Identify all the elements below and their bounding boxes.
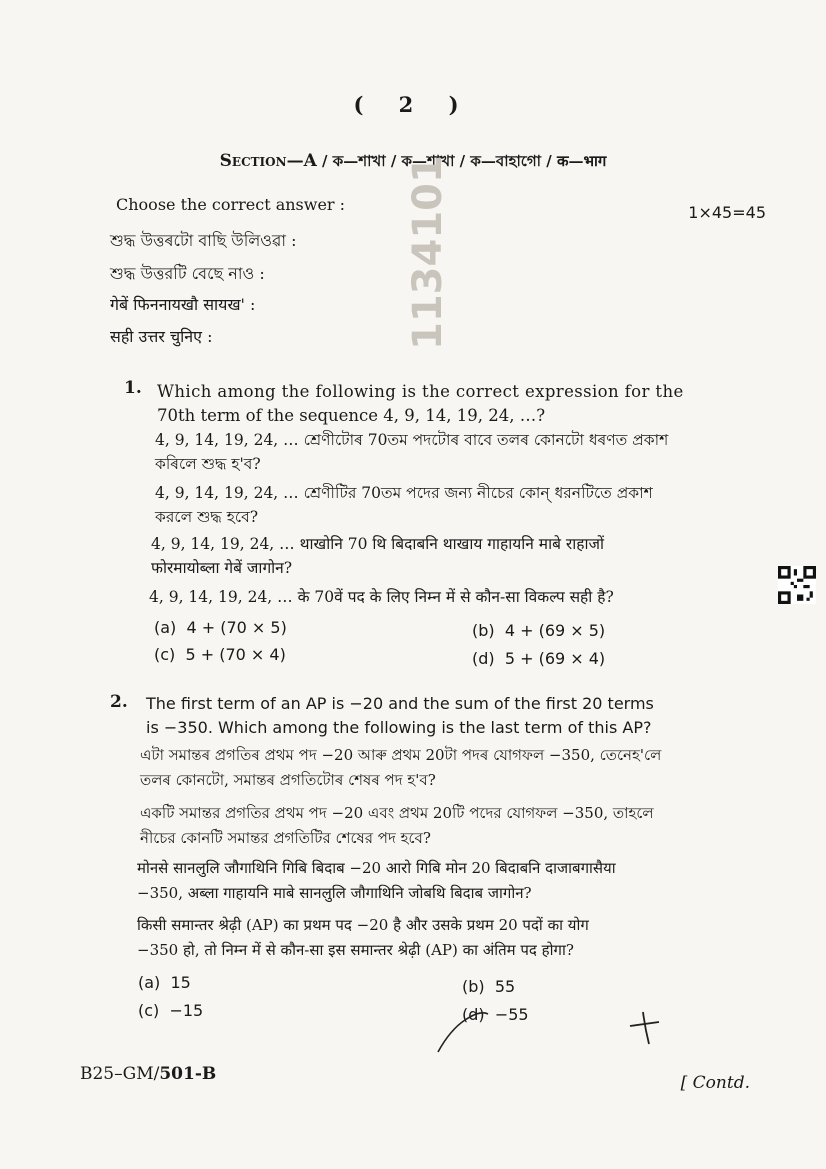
question-2-text-brx-2: −350, अब्ला गाहायनि माबे सानलुलि जौगाथिनि जोबथि बिदाब जागोन?	[137, 884, 532, 902]
option-label: (d)	[472, 649, 495, 668]
question-2-text-en-1: The first term of an AP is −20 and the sum of the first 20 terms	[146, 694, 654, 713]
handwritten-plus-mark	[625, 1008, 665, 1048]
question-2-text-as-1: এটা সমান্তৰ প্রগতিৰ প্রথম পদ −20 আৰু প্রথম 20টা পদৰ যোগফল −350, তেনেহ'লে	[140, 746, 662, 764]
option-text: −55	[494, 1005, 529, 1024]
option-text: 55	[494, 977, 516, 996]
question-1-option-a[interactable]	[154, 618, 287, 637]
question-2-option-a[interactable]	[138, 973, 191, 992]
page-number: ( 2 )	[353, 92, 473, 117]
handwritten-tick-mark	[430, 1000, 530, 1060]
option-label: (a)	[138, 973, 161, 992]
question-1-text-en-1: Which among the following is the correct expression for the	[157, 382, 684, 401]
instruction-bodo: गेबें फिननायखौ सायख' :	[110, 295, 256, 314]
question-1-option-c[interactable]	[154, 645, 286, 664]
continued-label: [ Contd.	[680, 1073, 750, 1093]
option-label: (d)	[462, 1005, 485, 1024]
option-label: (b)	[472, 621, 495, 640]
option-text: 5 + (70 × 4)	[185, 645, 286, 664]
option-label: (a)	[154, 618, 177, 637]
option-text: 4 + (70 × 5)	[186, 618, 287, 637]
section-label: Section—A	[219, 151, 317, 171]
question-1-text-brx-1: 4, 9, 14, 19, 24, … थाखोनि 70 थि बिदाबनि थाखाय गाहायनि माबे राहाजों	[151, 535, 604, 553]
serial-stamp: 1134101	[405, 155, 451, 350]
instruction-english: Choose the correct answer :	[116, 195, 346, 214]
paper-code-prefix: B25–GM/	[80, 1064, 160, 1084]
question-2-text-hi-2: −350 हो, तो निम्न में से कौन-सा इस समान्तर श्रेढ़ी (AP) का अंतिम पद होगा?	[137, 941, 574, 959]
question-2-option-b[interactable]	[462, 977, 515, 996]
qr-code-icon	[778, 566, 816, 604]
question-1-text-hi: 4, 9, 14, 19, 24, … के 70वें पद के लिए निम्न में से कौन-सा विकल्प सही है?	[149, 588, 614, 606]
option-label: (c)	[154, 645, 176, 664]
question-1-text-as-2: কৰিলে শুদ্ধ হ'ব?	[155, 455, 261, 473]
question-2-text-as-2: তলৰ কোনটো, সমান্তৰ প্রগতিটোৰ শেষৰ পদ হ'ব?	[140, 771, 436, 789]
option-label: (c)	[138, 1001, 160, 1020]
question-2-text-bn-2: নীচের কোনটি সমান্তর প্রগতিটির শেষের পদ হবে?	[140, 829, 431, 847]
paper-code	[80, 1064, 216, 1084]
question-2-option-c[interactable]	[138, 1001, 203, 1020]
question-2-text-bn-1: একটি সমান্তর প্রগতির প্রথম পদ −20 এবং প্রথম 20টি পদের যোগফল −350, তাহলে	[140, 804, 654, 822]
marks-allocation: 1×45=45	[688, 203, 766, 222]
question-1-text-bn-2: করলে শুদ্ধ হবে?	[155, 508, 259, 526]
question-1-text-bn-1: 4, 9, 14, 19, 24, … শ্রেণীটির 70তম পদের জন্য নীচের কোন্ ধরনটিতে প্রকাশ	[155, 484, 653, 502]
option-text: 5 + (69 × 4)	[504, 649, 606, 668]
question-2-text-hi-1: किसी समान्तर श्रेढ़ी (AP) का प्रथम पद −20 है और उसके प्रथम 20 पदों का योग	[137, 916, 589, 934]
section-translations: / ক—শাখা / ক—শাখা / ক—বাহাগো / क—भाग	[316, 152, 607, 170]
question-1-option-b[interactable]	[472, 621, 605, 640]
question-1-text-brx-2: फोरमायोब्ला गेबें जागोन?	[151, 559, 293, 577]
paper-code-suffix: 501-B	[159, 1064, 217, 1084]
question-1-text-en-2: 70th term of the sequence 4, 9, 14, 19, 24, …?	[157, 406, 546, 425]
question-1-number: 1.	[124, 378, 142, 398]
question-2-text-brx-1: मोनसे सानलुलि जौगाथिनि गिबि बिदाब −20 आरो गिबि मोन 20 बिदाबनि दाजाबगासैया	[137, 859, 616, 877]
instruction-bengali: শুদ্ধ উত্তরটি বেছে নাও :	[110, 264, 265, 283]
question-2-text-en-2: is −350. Which among the following is the last term of this AP?	[146, 718, 652, 737]
option-text: 15	[170, 973, 191, 992]
question-1-option-d[interactable]	[472, 649, 605, 668]
instruction-hindi: सही उत्तर चुनिए :	[110, 327, 213, 346]
option-text: 4 + (69 × 5)	[504, 621, 606, 640]
question-2-number: 2.	[110, 692, 128, 712]
option-label: (b)	[462, 977, 485, 996]
question-1-text-as-1: 4, 9, 14, 19, 24, … শ্রেণীটোৰ 70তম পদটোৰ বাবে তলৰ কোনটো ধৰণত প্রকাশ	[155, 431, 669, 449]
option-text: −15	[169, 1001, 204, 1020]
instruction-assamese: শুদ্ধ উত্তৰটো বাছি উলিওৱা :	[110, 231, 297, 250]
